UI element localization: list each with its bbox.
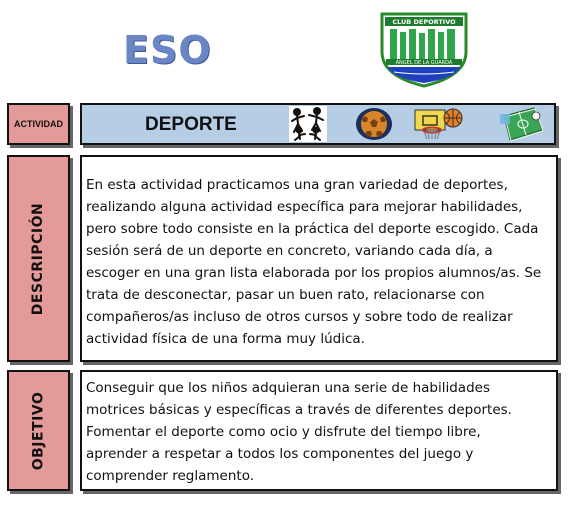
- description-line: actividad física de una forma muy lúdica.: [86, 331, 365, 347]
- crest-bottom-text: ÁNGEL DE LA GUARDA: [395, 60, 453, 66]
- objective-line: comprender reglamento.: [86, 468, 255, 484]
- objective-label: OBJETIVO: [30, 391, 47, 470]
- crest-top-text: CLUB DEPORTIVO: [392, 18, 456, 26]
- description-text: [82, 157, 556, 350]
- basketball-hoop-icon: [413, 106, 463, 142]
- objective-label-cell: [7, 370, 70, 491]
- description-label-cell: [7, 155, 70, 362]
- objective-line: Conseguir que los niños adquieran una serie de habilidades: [86, 380, 490, 396]
- club-crest-logo: [378, 12, 470, 88]
- description-line: sesión será de un deporte en concreto, variando cada día, a: [86, 243, 493, 259]
- description-line: realizando alguna actividad específica para mejorar habilidades,: [86, 199, 523, 215]
- description-line: pero sobre todo consiste en la práctica del deporte escogido. Cada: [86, 221, 539, 237]
- description-line: compañeros/as incluso de otros cursos y sobre todo de realizar: [86, 309, 513, 325]
- objective-box: [80, 370, 558, 491]
- description-line: escoger en una gran lista elaborada por los propios alumnos/as. Se: [86, 265, 542, 281]
- activity-label: ACTIVIDAD: [7, 103, 70, 145]
- description-box: [80, 155, 558, 362]
- fencing-figures-icon: [289, 106, 327, 142]
- objective-line: aprender a respetar a todos los componentes del juego y: [86, 446, 474, 462]
- objective-line: motrices básicas y específicas a través de diferentes deportes.: [86, 402, 512, 418]
- objective-line: Fomentar el deporte como ocio y disfrute del tiempo libre,: [86, 424, 481, 440]
- description-line: En esta actividad practicamos una gran variedad de deportes,: [86, 177, 508, 193]
- soccer-field-icon: [498, 106, 544, 142]
- soccer-ball-icon: [355, 107, 393, 141]
- description-line: trata de desconectar, pasar un buen rato, relacionarse con: [86, 287, 485, 303]
- activity-title: DEPORTE: [145, 114, 237, 135]
- eso-logo: ESO: [123, 28, 212, 72]
- description-label: DESCRIPCIÓN: [30, 202, 47, 315]
- objective-text: [82, 372, 556, 487]
